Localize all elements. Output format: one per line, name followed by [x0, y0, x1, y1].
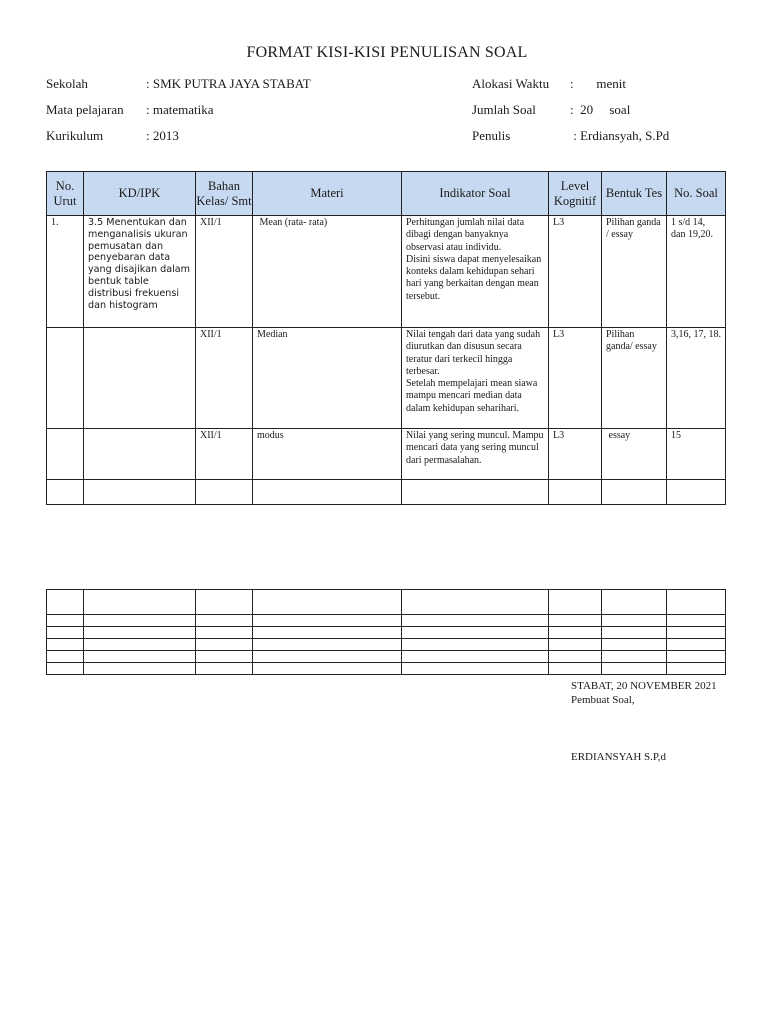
- cell-empty: [549, 663, 602, 675]
- cell-kelas: XII/1: [196, 429, 253, 480]
- cell-no: [47, 328, 84, 429]
- cell-empty: [47, 590, 84, 615]
- header-bahan-kelas: Bahan Kelas/ Smt: [196, 172, 253, 216]
- cell-empty: [84, 480, 196, 505]
- cell-empty: [47, 639, 84, 651]
- table-row: [47, 328, 726, 429]
- meta-label: Penulis: [472, 128, 511, 143]
- cell-empty: [196, 480, 253, 505]
- cell-no-soal: 15: [667, 429, 726, 480]
- cell-no-soal: 3,16, 17, 18.: [667, 328, 726, 429]
- cell-empty: [667, 663, 726, 675]
- cell-kelas: XII/1: [196, 216, 253, 328]
- cell-bentuk: Pilihan ganda/ essay: [602, 328, 667, 429]
- cell-empty: [196, 627, 253, 639]
- cell-empty: [253, 663, 402, 675]
- meta-alokasi-waktu: [472, 76, 626, 92]
- cell-empty: [402, 663, 549, 675]
- header-no-soal: No. Soal: [667, 172, 726, 216]
- table-row: [47, 429, 726, 480]
- blank-row: [47, 651, 726, 663]
- meta-value: : menit: [570, 76, 626, 91]
- cell-empty: [549, 651, 602, 663]
- meta-value: : 20 soal: [570, 102, 631, 117]
- cell-empty: [602, 627, 667, 639]
- cell-empty: [402, 590, 549, 615]
- cell-empty: [84, 651, 196, 663]
- cell-empty: [602, 590, 667, 615]
- cell-empty: [84, 663, 196, 675]
- cell-empty: [253, 651, 402, 663]
- header-bentuk-tes: Bentuk Tes: [602, 172, 667, 216]
- cell-empty: [549, 590, 602, 615]
- cell-kd: 3.5 Menentukan dan menganalisis ukuran pemusatan dan penyebaran data yang disajikan dalam bentuk table distribusi frekuensi dan histogram: [84, 216, 196, 328]
- cell-empty: [253, 590, 402, 615]
- cell-empty: [402, 480, 549, 505]
- blank-row: [47, 615, 726, 627]
- cell-empty: [602, 615, 667, 627]
- cell-empty: [402, 627, 549, 639]
- cell-indikator: Nilai yang sering muncul. Mampu mencari data yang sering muncul dari permasalahan.: [402, 429, 549, 480]
- cell-empty: [84, 627, 196, 639]
- cell-materi: Median: [253, 328, 402, 429]
- cell-empty: [549, 627, 602, 639]
- meta-label: Sekolah: [46, 76, 88, 91]
- cell-empty: [402, 651, 549, 663]
- header-materi: Materi: [253, 172, 402, 216]
- cell-empty: [667, 651, 726, 663]
- meta-value: : Erdiansyah, S.Pd: [570, 128, 670, 143]
- cell-empty: [196, 590, 253, 615]
- meta-label: Alokasi Waktu: [472, 76, 550, 91]
- cell-empty: [667, 590, 726, 615]
- cell-kelas: XII/1: [196, 328, 253, 429]
- cell-level: L3: [549, 328, 602, 429]
- cell-empty: [196, 651, 253, 663]
- meta-value: : matematika: [146, 102, 214, 117]
- cell-kd: [84, 429, 196, 480]
- cell-empty: [47, 627, 84, 639]
- table-header-row: [47, 172, 726, 216]
- cell-empty: [196, 615, 253, 627]
- document-title: FORMAT KISI-KISI PENULISAN SOAL: [246, 44, 528, 61]
- meta-value: : SMK PUTRA JAYA STABAT: [146, 76, 311, 91]
- blank-row: [47, 627, 726, 639]
- cell-materi: modus: [253, 429, 402, 480]
- cell-materi: Mean (rata- rata): [253, 216, 402, 328]
- cell-empty: [602, 663, 667, 675]
- cell-empty: [602, 639, 667, 651]
- cell-no: [47, 429, 84, 480]
- header-level-kognitif: Level Kognitif: [549, 172, 602, 216]
- cell-no: 1.: [47, 216, 84, 328]
- cell-empty: [84, 590, 196, 615]
- meta-mata-pelajaran: [46, 102, 214, 118]
- cell-empty: [47, 651, 84, 663]
- cell-empty: [602, 651, 667, 663]
- cell-empty: [602, 480, 667, 505]
- cell-bentuk: Pilihan ganda / essay: [602, 216, 667, 328]
- cell-empty: [84, 615, 196, 627]
- cell-empty: [667, 615, 726, 627]
- cell-empty: [549, 480, 602, 505]
- blank-row: [47, 663, 726, 675]
- cell-empty: [253, 480, 402, 505]
- table-row-empty: [47, 480, 726, 505]
- cell-empty: [667, 627, 726, 639]
- meta-label: Kurikulum: [46, 128, 104, 143]
- cell-empty: [253, 615, 402, 627]
- meta-label: Jumlah Soal: [472, 102, 536, 117]
- cell-empty: [84, 639, 196, 651]
- header-indikator-soal: Indikator Soal: [402, 172, 549, 216]
- cell-empty: [549, 615, 602, 627]
- meta-jumlah-soal: [472, 102, 630, 118]
- cell-empty: [47, 480, 84, 505]
- cell-empty: [402, 639, 549, 651]
- cell-level: L3: [549, 216, 602, 328]
- signature-place-date: STABAT, 20 NOVEMBER 2021: [571, 680, 717, 692]
- cell-empty: [47, 615, 84, 627]
- blank-table: [46, 589, 726, 675]
- cell-empty: [667, 639, 726, 651]
- cell-empty: [253, 627, 402, 639]
- header-kd-ipk: KD/IPK: [84, 172, 196, 216]
- meta-label: Mata pelajaran: [46, 102, 124, 117]
- cell-indikator: Perhitungan jumlah nilai data dibagi dengan banyaknya observasi atau individu. Disini siswa dapat menyelesaikan konteks dalam kehidupan sehari hari yang berkaitan dengan mean tersebut.: [402, 216, 549, 328]
- table-row: [47, 216, 726, 328]
- cell-empty: [253, 639, 402, 651]
- cell-empty: [667, 480, 726, 505]
- cell-indikator: Nilai tengah dari data yang sudah diurutkan dan disusun secara teratur dari terkecil hingga terbesar. Setelah mempelajari mean siawa mampu mencari median data dalam kehidupan seharihari.: [402, 328, 549, 429]
- blank-row: [47, 639, 726, 651]
- cell-empty: [549, 639, 602, 651]
- cell-empty: [47, 663, 84, 675]
- meta-penulis: [472, 128, 669, 144]
- signature-role: Pembuat Soal,: [571, 694, 635, 706]
- meta-kurikulum: [46, 128, 179, 144]
- blank-row: [47, 590, 726, 615]
- kisi-kisi-table: [46, 171, 726, 505]
- cell-bentuk: essay: [602, 429, 667, 480]
- cell-level: L3: [549, 429, 602, 480]
- cell-empty: [196, 663, 253, 675]
- meta-sekolah: [46, 76, 311, 92]
- meta-value: : 2013: [146, 128, 179, 143]
- signature-name: ERDIANSYAH S.P,d: [571, 751, 667, 763]
- cell-no-soal: 1 s/d 14, dan 19,20.: [667, 216, 726, 328]
- cell-empty: [196, 639, 253, 651]
- cell-kd: [84, 328, 196, 429]
- cell-empty: [402, 615, 549, 627]
- header-no-urut: No. Urut: [47, 172, 84, 216]
